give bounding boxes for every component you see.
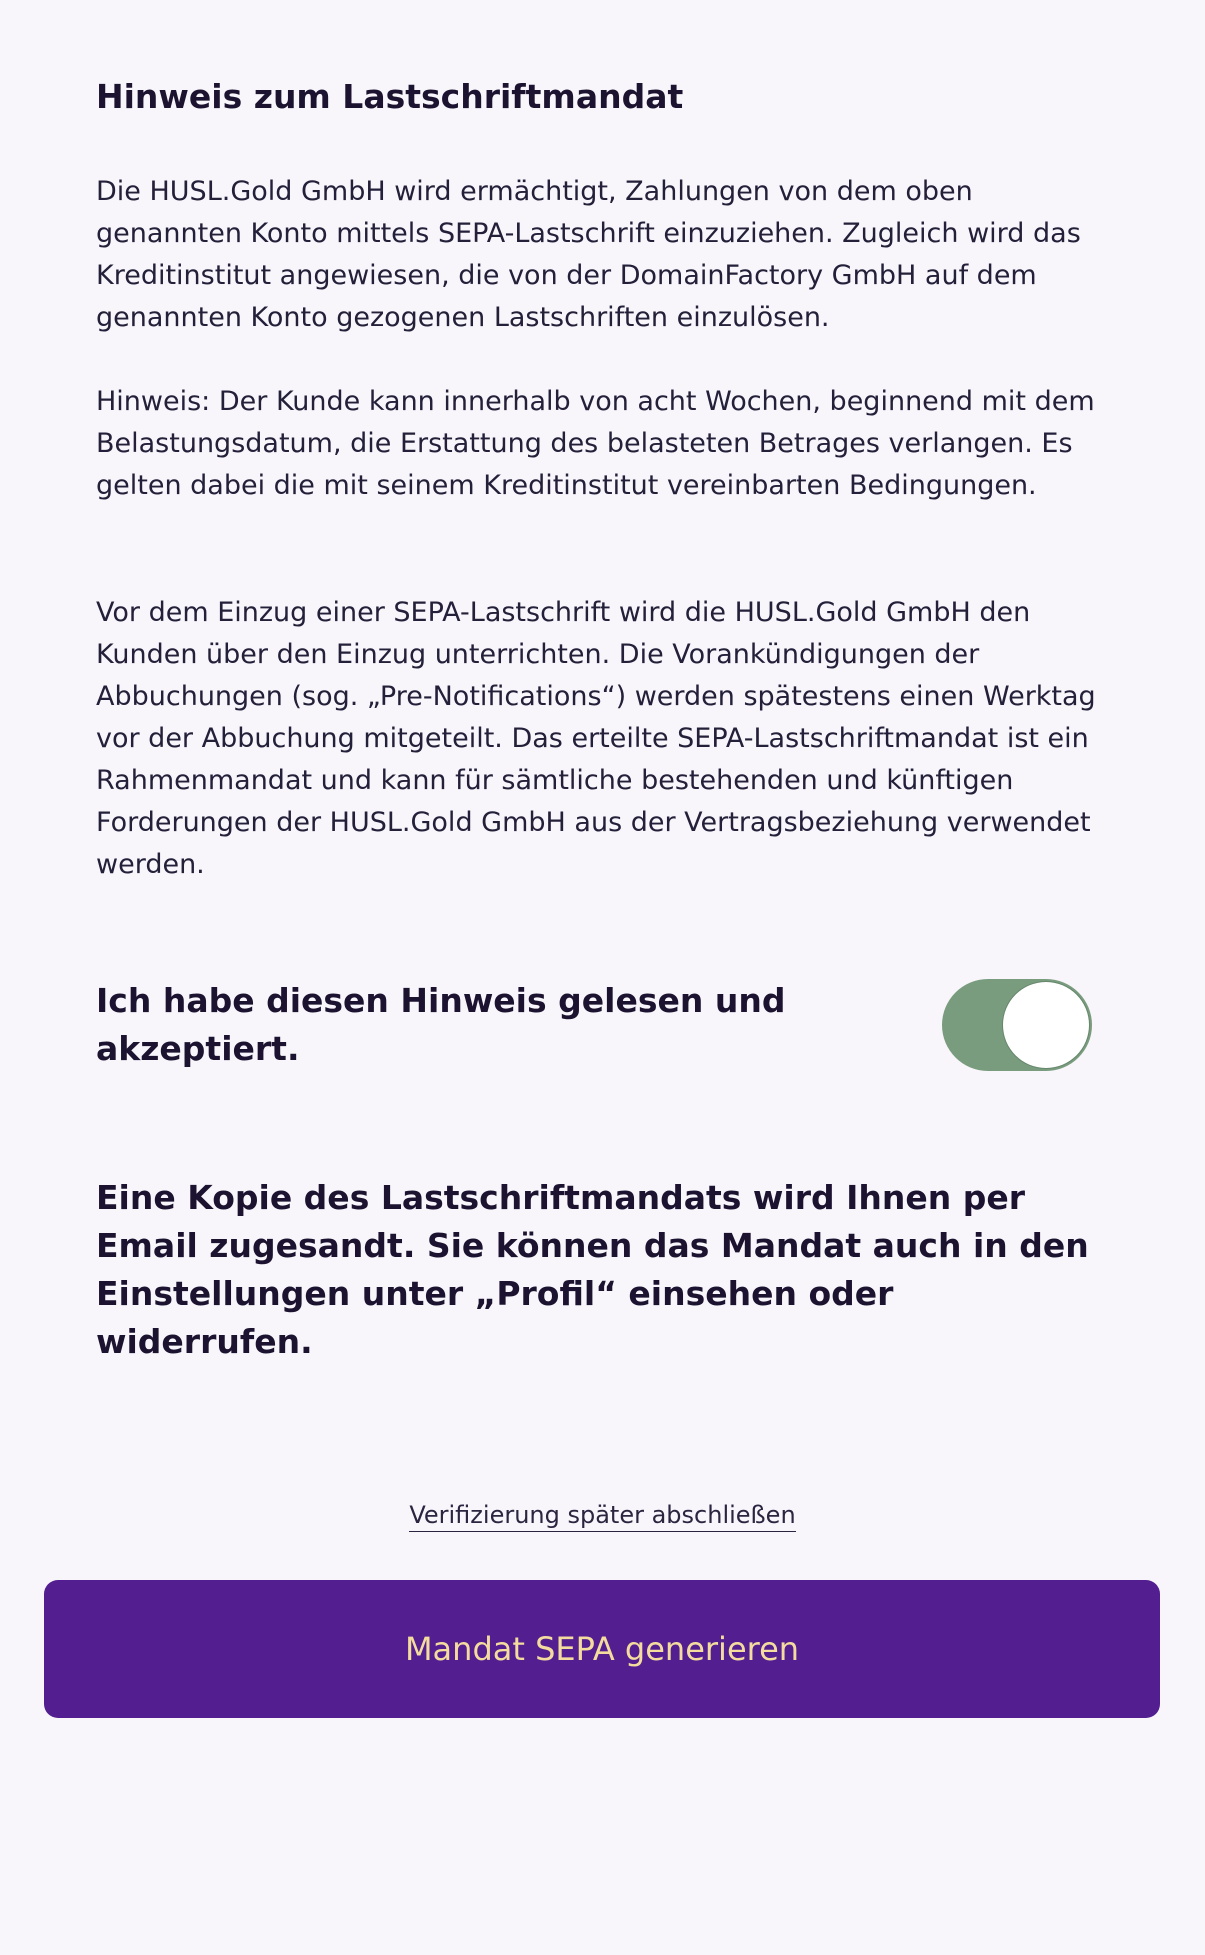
mandate-paragraph-pre-notification: Vor dem Einzug einer SEPA-Lastschrift wird die HUSL.Gold GmbH den Kunden über den Einzug unterrichten. Die Vorankündigungen der Abbuchungen (sog. „Pre-Notifications“) werden spätestens einen Werktag vor der Abbuchung mitgeteilt. Das erteilte SEPA-Lastschriftmandat ist ein Rahmenmandat und kann für sämtliche bestehenden und künftigen Forderungen der HUSL.Gold GmbH aus der Vertragsbeziehung verwendet werden. — [96, 597, 1096, 880]
generate-sepa-mandate-button[interactable]: Mandat SEPA generieren — [44, 1580, 1160, 1718]
mandate-copy-note: Eine Kopie des Lastschriftmandats wird Ihnen per Email zugesandt. Sie können das Mandat auch in den Einstellungen unter „Profil“ einsehen oder widerrufen. — [96, 1178, 1089, 1361]
mandate-heading: Hinweis zum Lastschriftmandat — [96, 77, 684, 116]
verify-later-container — [0, 1497, 1205, 1533]
verify-later-link[interactable]: Verifizierung später abschließen — [409, 1501, 795, 1532]
mandate-paragraph-refund-notice: Hinweis: Der Kunde kann innerhalb von acht Wochen, beginnend mit dem Belastungsdatum, die Erstattung des belasteten Betrages verlangen. Es gelten dabei die mit seinem Kreditinstitut vereinbarten Bedingungen. — [96, 386, 1095, 501]
toggle-knob — [1003, 982, 1089, 1068]
mandate-paragraph-authorization: Die HUSL.Gold GmbH wird ermächtigt, Zahlungen von dem oben genannten Konto mittels SEPA-Lastschrift einzuziehen. Zugleich wird das Kreditinstitut angewiesen, die von der DomainFactory GmbH auf dem genannten Konto gezogenen Lastschriften einzulösen. — [96, 176, 1081, 333]
consent-toggle[interactable] — [942, 979, 1092, 1071]
consent-label: Ich habe diesen Hinweis gelesen und akzeptiert. — [96, 981, 786, 1068]
